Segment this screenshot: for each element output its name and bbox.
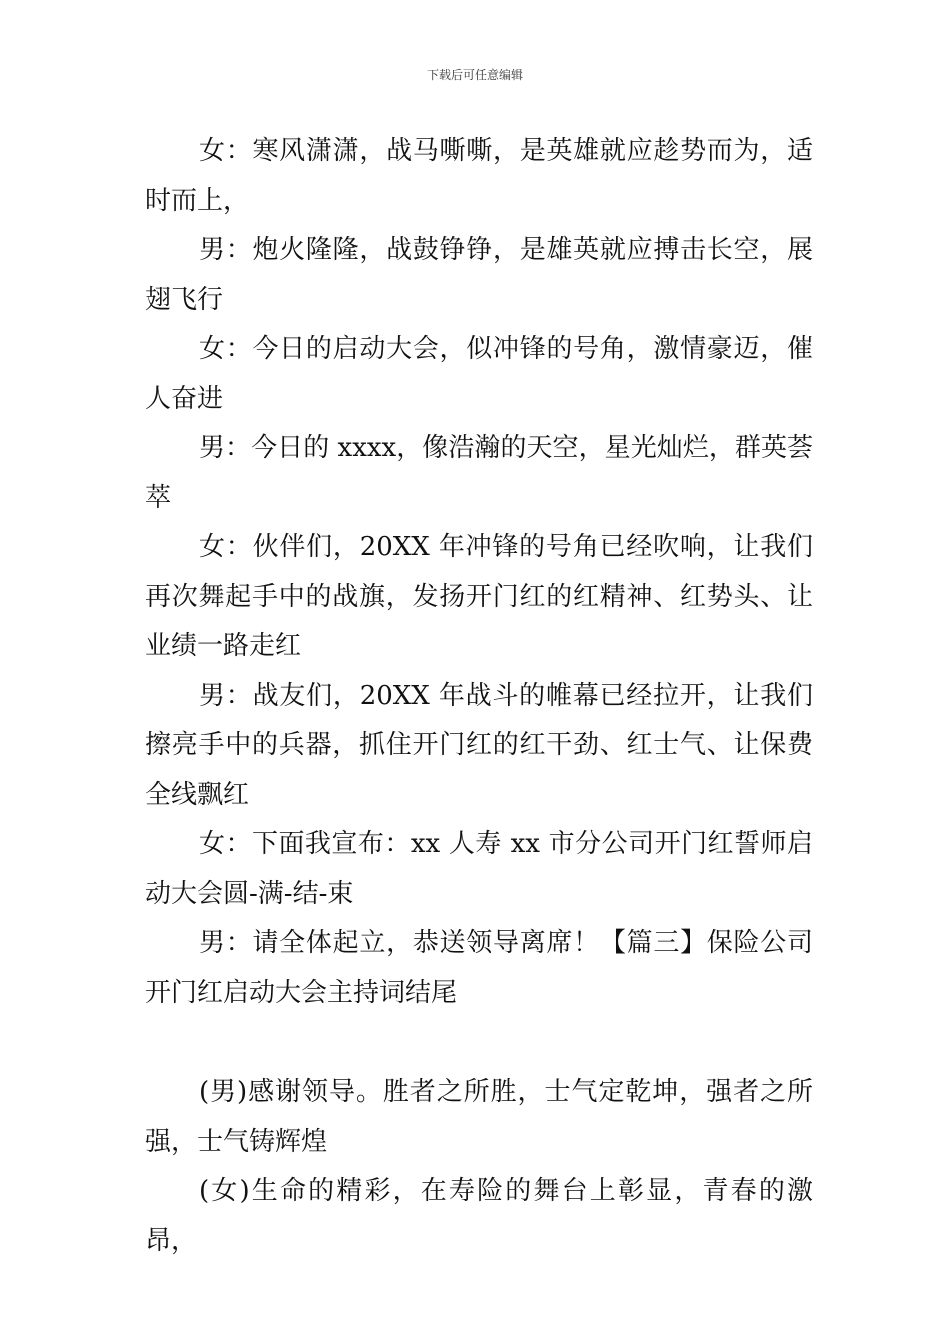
dialogue-paragraph: 男：今日的 xxxx，像浩瀚的天空，星光灿烂，群英荟萃 — [145, 433, 813, 513]
dialogue-paragraph: (男)感谢领导。胜者之所胜，士气定乾坤，强者之所强，士气铸辉煌 — [145, 1077, 813, 1157]
page-header: 下载后可任意编辑 — [426, 68, 523, 82]
dialogue-paragraph: 男：请全体起立，恭送领导离席！【篇三】保险公司开门红启动大会主持词结尾 — [145, 928, 813, 1008]
dialogue-paragraph: 女：伙伴们，20XX 年冲锋的号角已经吹响，让我们再次舞起手中的战旗，发扬开门红的红精神、红势头、让业绩一路走红 — [145, 532, 813, 661]
dialogue-paragraph: 男：炮火隆隆，战鼓铮铮，是雄英就应搏击长空，展翅飞行 — [145, 235, 813, 315]
dialogue-paragraph: (女)生命的精彩，在寿险的舞台上彰显，青春的激昂， — [145, 1176, 813, 1256]
document-body — [145, 127, 813, 1266]
dialogue-paragraph: 女：下面我宣布：xx 人寿 xx 市分公司开门红誓师启动大会圆-满-结-束 — [145, 829, 813, 909]
dialogue-paragraph: 女：今日的启动大会，似冲锋的号角，激情豪迈，催人奋进 — [145, 334, 813, 414]
dialogue-paragraph: 女：寒风潇潇，战马嘶嘶，是英雄就应趁势而为，适时而上， — [145, 136, 813, 216]
section-gap — [145, 1018, 813, 1068]
dialogue-paragraph: 男：战友们，20XX 年战斗的帷幕已经拉开，让我们擦亮手中的兵器，抓住开门红的红干劲、红士气、让保费全线飘红 — [145, 680, 813, 810]
